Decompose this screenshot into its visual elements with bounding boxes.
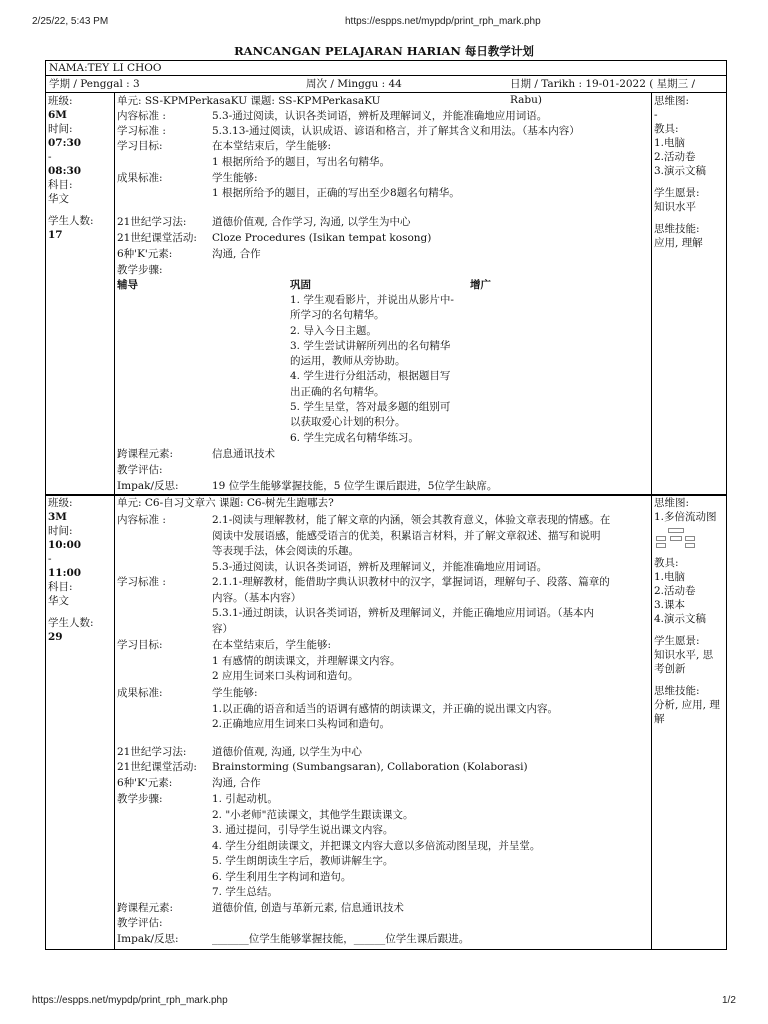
student-vision-value: 知识水平, 思 (654, 649, 714, 661)
row-label: Impak/反思: (117, 480, 179, 492)
text-line: 内容。（基本内容） (212, 591, 302, 604)
step-line: 7. 学生总结。 (212, 886, 278, 898)
step-line: 2. 导入今日主题。 (290, 324, 377, 337)
lesson-block-1 (45, 92, 727, 496)
thinking-skills-label: 思维技能: (654, 223, 700, 235)
step-line: 4. 学生分组朗读课文，并把课文内容大意以多倍流动图呈现，并呈堂。 (212, 839, 541, 852)
lesson-2-resources (651, 495, 726, 949)
row-value: 1 根据所给予的题目，写出名句精华。 (212, 156, 391, 168)
text-line: 5.3.1-通过朗读，认识各类词语，辨析及理解词义，并能正确地应用词语。（基本内 (212, 607, 595, 619)
teaching-aid: 3.课本 (654, 599, 686, 611)
lesson-1-class-info (46, 93, 115, 495)
text-line: 学生能够: (212, 687, 258, 699)
row-label: 成果标准: (117, 172, 163, 184)
term-label: 学期 / Penggal : 3 (49, 78, 140, 90)
teaching-aid: 3.演示文稿 (654, 165, 707, 177)
row-label: Impak/反思: (117, 933, 179, 945)
row-label: 21世纪课堂活动: (117, 761, 197, 773)
row-value: Cloze Procedures (Isikan tempat kosong) (212, 232, 432, 244)
step-line: 出正确的名句精华。 (290, 385, 385, 398)
text-line: 2.正确地应用生词来口头构词和造句。 (212, 718, 391, 730)
thinking-skills-value: 应用, 理解 (654, 237, 703, 249)
subject-label: 科目: (48, 179, 73, 191)
teaching-aid: 2.活动卷 (654, 585, 696, 597)
time-dash: - (48, 553, 52, 565)
student-vision-value: 知识水平 (654, 201, 696, 213)
text-line: 1 有感情的朗读课文，并理解课文内容。 (212, 654, 401, 667)
step-line: 1. 学生观看影片，并说出从影片中- (290, 294, 454, 306)
learning-standard-label: 学习标准 : (117, 576, 166, 588)
student-vision-label: 学生愿景: (654, 187, 700, 199)
objective-label: 学习目标: (117, 639, 163, 651)
steps-label: 教学步骤: (117, 793, 163, 805)
row-value: 道德价值观, 沟通, 以学生为中心 (212, 746, 362, 758)
step-line: 6. 学生完成名句精华练习。 (290, 431, 419, 444)
week-label: 周次 / Minggu : 44 (306, 78, 402, 90)
time-dash: - (48, 151, 52, 163)
row-label: 跨课程元素: (117, 448, 174, 460)
time-label: 时间: (48, 525, 73, 537)
row-label: 6种'K'元素: (117, 777, 173, 789)
row-label: 21世纪课堂活动: (117, 232, 197, 244)
row-label: 6种'K'元素: (117, 248, 173, 260)
content-standard-label: 内容标准 : (117, 514, 166, 526)
outcome-text (212, 686, 558, 733)
step-line: 所学习的名句精华。 (290, 309, 385, 322)
students-label: 学生人数: (48, 617, 94, 629)
thinking-map-value: 1.多倍流动图 (654, 511, 717, 523)
step-line: 3. 学生尝试讲解所列出的名句精华 (290, 339, 451, 352)
subject-value: 华文 (48, 193, 69, 205)
row-value: 5.3.13-通过阅读，认识成语、谚语和格言，并了解其含义和用法。（基本内容） (212, 125, 580, 137)
step-line: 2. "小老师"范读课文，其他学生跟读课文。 (212, 808, 414, 821)
row-value: 信息通讯技术 (212, 448, 275, 460)
row-label: 21世纪学习法: (117, 216, 187, 228)
learning-standard-text (212, 575, 610, 637)
lesson-1-steps (290, 293, 454, 446)
step-line: 的运用，教师从旁协助。 (290, 355, 406, 368)
text-line: 阅读中发展语感，能感受语言的优美，积累语言材料，并了解文章叙述、描写和说明 (212, 529, 601, 542)
unit-topic: 单元: SS-KPMPerkasaKU 课题: SS-KPMPerkasaKU (117, 95, 381, 107)
row-label: 内容标准 : (117, 110, 166, 122)
teaching-aid: 2.活动卷 (654, 151, 696, 163)
unit-topic: 单元: C6-自习文章六 课题: C6-树先生跑哪去? (117, 497, 334, 509)
class-label: 班级: (48, 95, 73, 107)
document-title: RANCANGAN PELAJARAN HARIAN 每日教学计划 (234, 44, 534, 58)
row-value: 沟通, 合作 (212, 248, 261, 260)
row-value: 沟通, 合作 (212, 777, 261, 789)
row-value: 道德价值, 创造与革新元素, 信息通讯技术 (212, 902, 404, 914)
teaching-aids-label: 教具: (654, 557, 679, 569)
row-value: 19 位学生能够掌握技能，5 位学生课后跟进，5位学生缺席。 (212, 480, 498, 492)
student-vision-label: 学生愿景: (654, 635, 700, 647)
time-end: 08:30 (48, 165, 82, 177)
text-line: 容） (212, 622, 233, 635)
step-line: 6. 学生利用生字构词和造句。 (212, 870, 352, 883)
row-label: 教学步骤: (117, 264, 163, 276)
row-value: _______位学生能够掌握技能，______位学生课后跟进。 (212, 933, 470, 945)
row-label: 21世纪学习法: (117, 746, 187, 758)
row-value: 1 根据所给予的题目，正确的写出至少8题名句精华。 (212, 187, 460, 199)
row-value: 在本堂结束后，学生能够: (212, 140, 332, 152)
thinking-map-value: - (654, 109, 658, 121)
text-line: 1.以正确的语音和适当的语调有感情的朗读课文，并正确的说出课文内容。 (212, 702, 559, 715)
step-line: 以获取爱心计划的积分。 (290, 416, 406, 429)
step-head-consolidation: 巩固 (290, 279, 311, 291)
row-value: Brainstorming (Sumbangsaran), Collaboration (Kolaborasi) (212, 761, 528, 773)
students-value: 29 (48, 631, 63, 643)
teaching-aid: 4.演示文稿 (654, 613, 707, 625)
print-datetime: 2/25/22, 5:43 PM (32, 16, 109, 27)
subject-label: 科目: (48, 581, 73, 593)
step-line: 3. 通过提问，引导学生说出课文内容。 (212, 824, 394, 836)
subject-value: 华文 (48, 595, 69, 607)
content-standard-text (212, 513, 610, 575)
print-url: https://espps.net/mypdp/print_rph_mark.php (345, 16, 541, 27)
row-label: 学习目标: (117, 140, 163, 152)
teacher-name: NAMA:TEY LI CHOO (46, 61, 726, 76)
teaching-aid: 1.电脑 (654, 137, 686, 149)
lesson-block-2 (45, 494, 727, 950)
objective-text (212, 638, 401, 685)
thinking-map-label: 思维图: (654, 95, 690, 107)
page-number: 1/2 (722, 995, 736, 1006)
text-line: 2 应用生词来口头构词和造句。 (212, 670, 359, 682)
time-label: 时间: (48, 123, 73, 135)
time-start: 10:00 (48, 539, 82, 551)
multi-flow-map-icon (656, 526, 694, 552)
step-line: 5. 学生呈堂，答对最多题的组别可 (290, 401, 451, 414)
text-line: 2.1.1-理解教材，能借助字典认识教材中的汉字，掌握词语，理解句子、段落、篇章的 (212, 576, 610, 588)
text-line: 等表现手法，体会阅读的乐趣。 (212, 545, 359, 557)
thinking-skills-value-cont: 解 (654, 713, 665, 725)
row-label: 学习标准 : (117, 125, 166, 137)
lesson-2-steps (212, 792, 540, 901)
time-start: 07:30 (48, 137, 82, 149)
step-line: 1. 引起动机。 (212, 793, 278, 805)
step-head-tutoring: 辅导 (117, 279, 138, 291)
row-label: 教学评估: (117, 464, 163, 476)
class-value: 3M (48, 511, 67, 523)
text-line: 在本堂结束后，学生能够: (212, 639, 332, 651)
row-value: 5.3-通过阅读，认识各类词语，辨析及理解词义，并能准确地应用词语。 (212, 110, 548, 122)
text-line: 2.1-阅读与理解教材，能了解文章的内涵，领会其教育意义，体验文章表现的情感。在 (212, 514, 611, 526)
thinking-map-label: 思维图: (654, 497, 690, 509)
step-line: 5. 学生朗朗读生字后，教师讲解生字。 (212, 855, 394, 867)
footer-url: https://espps.net/mypdp/print_rph_mark.php (32, 995, 228, 1006)
students-label: 学生人数: (48, 215, 94, 227)
step-line: 4. 学生进行分组活动，根据题目写 (290, 370, 451, 383)
step-head-enrichment: 增广 (470, 279, 491, 291)
lesson-1-resources (651, 93, 726, 495)
row-value: 道德价值观, 合作学习, 沟通, 以学生为中心 (212, 216, 411, 228)
lesson-2-content (116, 495, 650, 949)
thinking-skills-value: 分析, 应用, 理 (654, 699, 720, 711)
lesson-2-class-info (46, 495, 115, 949)
date-label: 日期 / Tarikh : 19-01-2022 ( 星期三 / Rabu) (510, 78, 696, 106)
outcome-label: 成果标准: (117, 687, 163, 699)
time-end: 11:00 (48, 567, 82, 579)
lesson-1-content (116, 93, 650, 495)
students-value: 17 (48, 229, 63, 241)
row-label: 教学评估: (117, 917, 163, 929)
class-label: 班级: (48, 497, 73, 509)
teaching-aids-label: 教具: (654, 123, 679, 135)
class-value: 6M (48, 109, 67, 121)
row-value: 学生能够: (212, 172, 258, 184)
text-line: 5.3-通过阅读，认识各类词语，辨析及理解词义，并能准确地应用词语。 (212, 560, 548, 573)
row-label: 跨课程元素: (117, 902, 174, 914)
teaching-aid: 1.电脑 (654, 571, 686, 583)
thinking-skills-label: 思维技能: (654, 685, 700, 697)
student-vision-value-cont: 考创新 (654, 663, 686, 675)
